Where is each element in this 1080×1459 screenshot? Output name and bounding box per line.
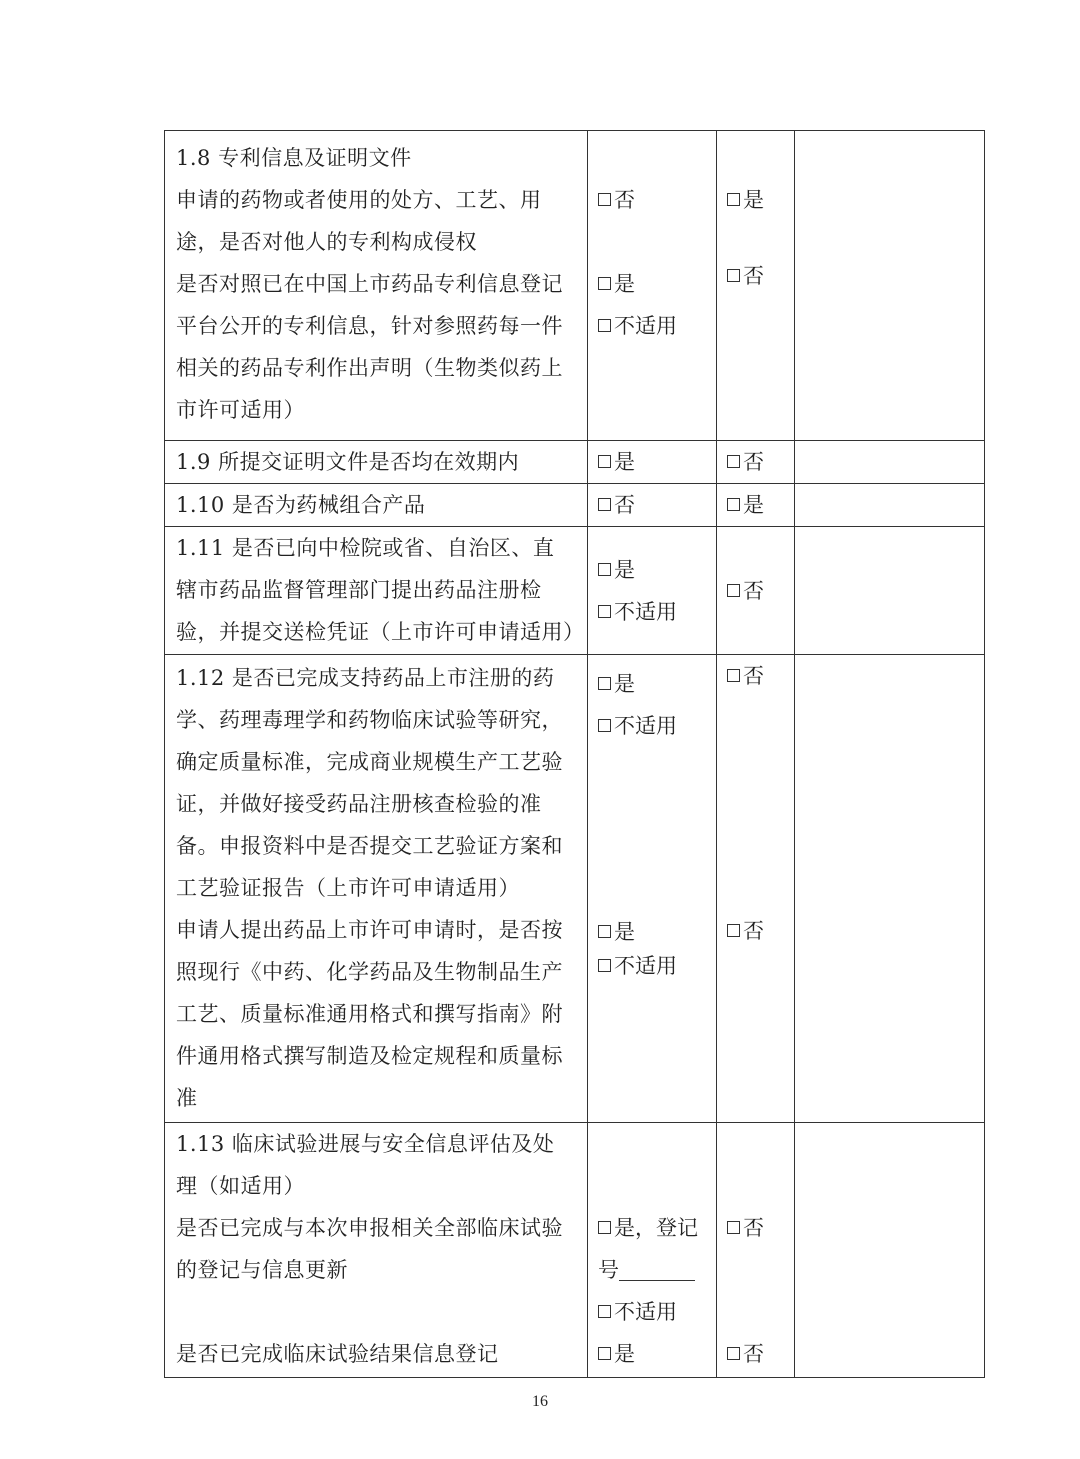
checkbox-option[interactable]: 是，登记 bbox=[588, 1207, 716, 1249]
checkbox-icon[interactable] bbox=[727, 193, 740, 206]
remarks-cell bbox=[795, 441, 985, 484]
option-cell-a bbox=[588, 131, 717, 441]
checkbox-option[interactable]: 是 bbox=[588, 441, 716, 483]
remarks-cell bbox=[795, 131, 985, 441]
checkbox-icon[interactable] bbox=[727, 269, 740, 282]
question-text: 申请人提出药品上市许可申请时，是否按照现行《中药、化学药品及生物制品生产工艺、质量标准通用格式和撰写指南》附件通用格式撰写制造及检定规程和质量标准 bbox=[176, 918, 563, 1110]
checkbox-option[interactable]: 否 bbox=[717, 1207, 794, 1249]
item-title: 1.11 是否已向中检院或省、自治区、直辖市药品监督管理部门提出药品注册检验，并提交送检凭证（上市许可申请适用） bbox=[176, 536, 585, 644]
option-cell-a bbox=[588, 655, 717, 1123]
option-cell-b bbox=[717, 441, 795, 484]
checkbox-option[interactable]: 否 bbox=[717, 255, 794, 297]
option-cell-b bbox=[717, 131, 795, 441]
option-cell-b bbox=[717, 655, 795, 1123]
remarks-cell bbox=[795, 527, 985, 655]
checkbox-icon[interactable] bbox=[598, 719, 611, 732]
checkbox-icon[interactable] bbox=[727, 1221, 740, 1234]
item-cell bbox=[165, 655, 588, 1123]
remarks-cell bbox=[795, 1123, 985, 1378]
registration-number-blank[interactable] bbox=[619, 1256, 695, 1281]
remarks-cell bbox=[795, 655, 985, 1123]
checkbox-icon[interactable] bbox=[727, 1347, 740, 1360]
checkbox-icon[interactable] bbox=[598, 563, 611, 576]
checkbox-icon[interactable] bbox=[598, 1221, 611, 1234]
option-cell-a bbox=[588, 441, 717, 484]
page-number: 16 bbox=[532, 1393, 548, 1410]
checkbox-icon[interactable] bbox=[598, 1347, 611, 1360]
checkbox-option[interactable]: 是 bbox=[588, 663, 716, 705]
item-cell bbox=[165, 484, 588, 527]
checkbox-option[interactable]: 不适用 bbox=[588, 591, 716, 633]
checkbox-icon[interactable] bbox=[598, 605, 611, 618]
remarks-cell bbox=[795, 484, 985, 527]
option-cell-a bbox=[588, 527, 717, 655]
item-cell bbox=[165, 441, 588, 484]
option-cell-b bbox=[717, 484, 795, 527]
item-title: 1.9 所提交证明文件是否均在效期内 bbox=[176, 450, 520, 474]
checkbox-icon[interactable] bbox=[598, 959, 611, 972]
checkbox-option[interactable]: 是 bbox=[588, 263, 716, 305]
item-title: 1.10 是否为药械组合产品 bbox=[176, 493, 426, 517]
checkbox-option[interactable]: 否 bbox=[717, 910, 794, 952]
checkbox-icon[interactable] bbox=[598, 498, 611, 511]
item-title: 1.13 临床试验进展与安全信息评估及处理（如适用） bbox=[176, 1132, 555, 1198]
checkbox-icon[interactable] bbox=[727, 669, 740, 682]
option-cell-a bbox=[588, 1123, 717, 1378]
table-row-1-13 bbox=[165, 1123, 985, 1378]
item-cell bbox=[165, 131, 588, 441]
checkbox-option[interactable]: 不适用 bbox=[588, 305, 716, 347]
checkbox-option[interactable]: 是 bbox=[717, 179, 794, 221]
table-row-1-8 bbox=[165, 131, 985, 441]
checkbox-option[interactable]: 不适用 bbox=[588, 945, 716, 987]
checkbox-option[interactable]: 不适用 bbox=[588, 1291, 716, 1333]
item-title: 1.12 是否已完成支持药品上市注册的药学、药理毒理学和药物临床试验等研究，确定质量标准，完成商业规模生产工艺验证，并做好接受药品注册核查检验的准备。申报资料中是否提交工艺验证方案和工艺验证报告（上市许可申请适用） bbox=[176, 666, 563, 900]
question-text: 申请的药物或者使用的处方、工艺、用途，是否对他人的专利构成侵权 bbox=[176, 188, 542, 254]
checkbox-option[interactable]: 否 bbox=[717, 1333, 794, 1375]
checkbox-option[interactable]: 是 bbox=[717, 484, 794, 526]
registration-number-field[interactable]: 号 bbox=[588, 1249, 716, 1291]
checkbox-option[interactable]: 否 bbox=[588, 179, 716, 221]
checkbox-icon[interactable] bbox=[598, 193, 611, 206]
question-text: 是否对照已在中国上市药品专利信息登记平台公开的专利信息，针对参照药每一件相关的药品专利作出声明（生物类似药上市许可适用） bbox=[176, 272, 563, 422]
checkbox-option[interactable]: 否 bbox=[717, 441, 794, 483]
checkbox-icon[interactable] bbox=[598, 677, 611, 690]
checkbox-option[interactable]: 否 bbox=[588, 484, 716, 526]
table-row-1-9 bbox=[165, 441, 985, 484]
checkbox-icon[interactable] bbox=[598, 1305, 611, 1318]
checkbox-option[interactable]: 是 bbox=[588, 1333, 716, 1375]
table-row-1-12 bbox=[165, 655, 985, 1123]
checkbox-icon[interactable] bbox=[598, 277, 611, 290]
question-text: 是否已完成临床试验结果信息登记 bbox=[176, 1342, 499, 1366]
review-checklist-table bbox=[164, 130, 985, 1378]
checkbox-option[interactable]: 不适用 bbox=[588, 705, 716, 747]
checkbox-icon[interactable] bbox=[727, 498, 740, 511]
item-cell bbox=[165, 527, 588, 655]
checkbox-option[interactable]: 是 bbox=[588, 911, 716, 953]
table-row-1-11 bbox=[165, 527, 985, 655]
option-cell-b bbox=[717, 1123, 795, 1378]
checkbox-icon[interactable] bbox=[598, 925, 611, 938]
checkbox-option[interactable]: 否 bbox=[717, 655, 794, 697]
checkbox-icon[interactable] bbox=[727, 924, 740, 937]
checkbox-icon[interactable] bbox=[727, 584, 740, 597]
table-row-1-10 bbox=[165, 484, 985, 527]
option-cell-a bbox=[588, 484, 717, 527]
checkbox-icon[interactable] bbox=[598, 455, 611, 468]
item-title: 1.8 专利信息及证明文件 bbox=[176, 146, 412, 170]
checkbox-option[interactable]: 否 bbox=[717, 570, 794, 612]
checkbox-icon[interactable] bbox=[727, 455, 740, 468]
option-cell-b bbox=[717, 527, 795, 655]
item-cell bbox=[165, 1123, 588, 1378]
question-text: 是否已完成与本次申报相关全部临床试验的登记与信息更新 bbox=[176, 1216, 563, 1282]
checkbox-option[interactable]: 是 bbox=[588, 549, 716, 591]
checkbox-icon[interactable] bbox=[598, 319, 611, 332]
